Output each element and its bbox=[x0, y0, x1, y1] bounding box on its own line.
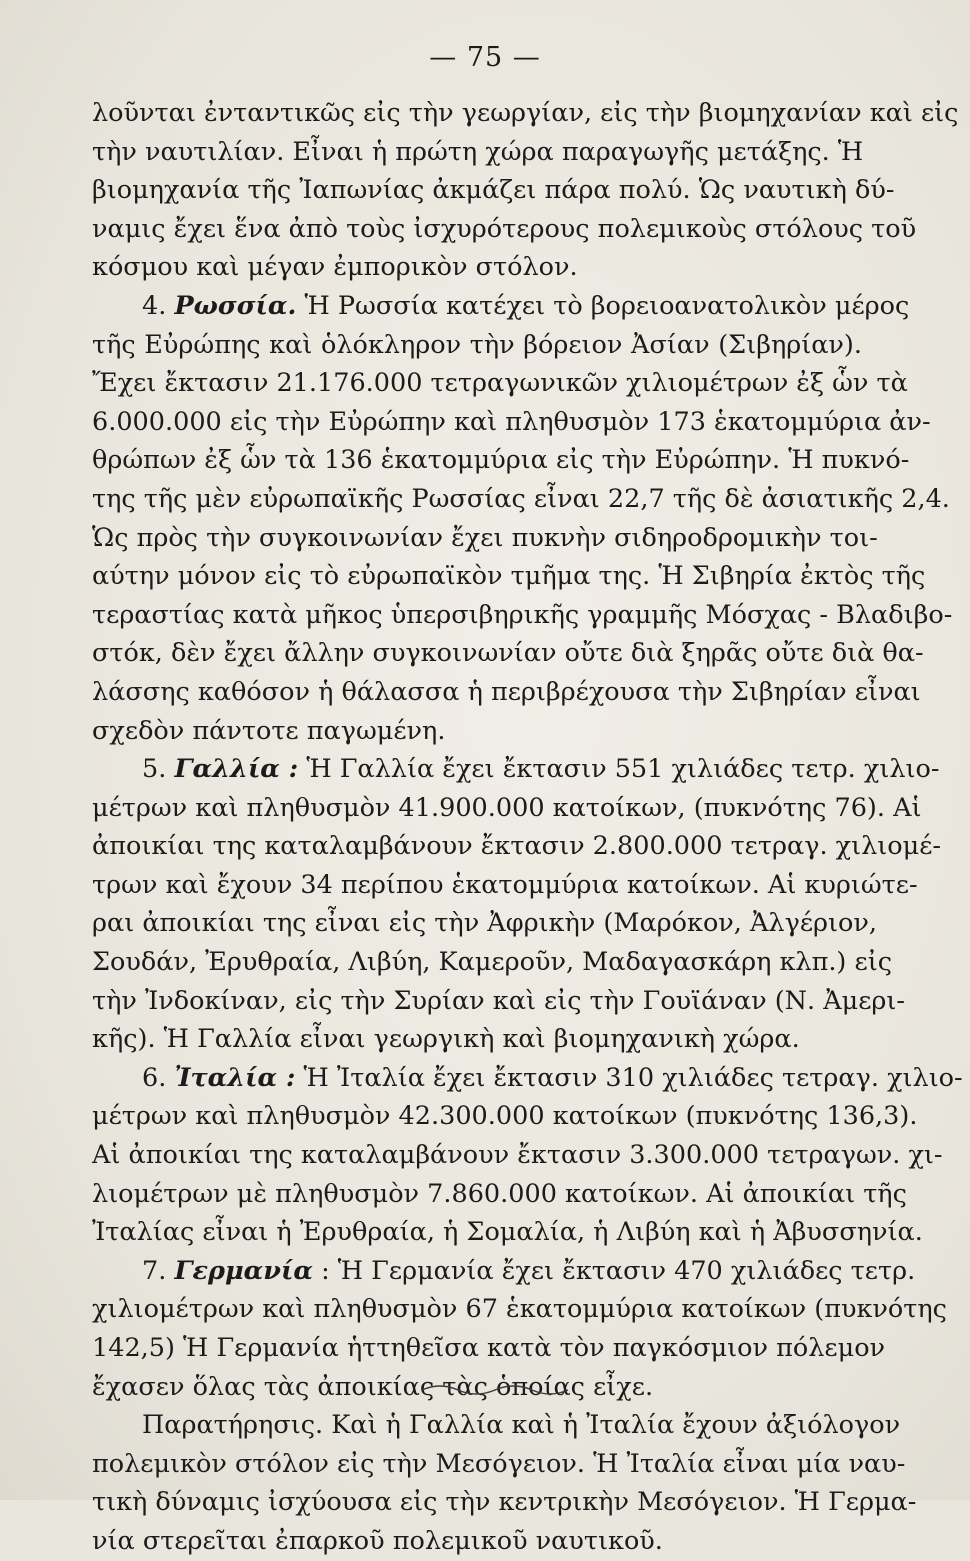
text-line: αύτην μόνον εἰς τὸ εὐρωπαϊκὸν τμῆμα της. Ἡ Σιβηρία ἐκτὸς τῆς bbox=[92, 561, 926, 592]
text-line: λιομέτρων μὲ πληθυσμὸν 7.860.000 κατοίκων. Αἱ ἀποικίαι τῆς bbox=[92, 1178, 907, 1209]
section-heading-line: 6. Ἰταλία : Ἡ Ἰταλία ἔχει ἔκτασιν 310 χιλιάδες τετραγ. χιλιο- bbox=[142, 1062, 963, 1093]
text-line: ἀποικίαι της καταλαμβάνουν ἔκτασιν 2.800.000 τετραγ. χιλιομέ- bbox=[92, 831, 942, 862]
section-number: 4. bbox=[142, 290, 167, 321]
text-line: 142,5) Ἡ Γερμανία ἡττηθεῖσα κατὰ τὸν παγκόσμιον πόλεμον bbox=[92, 1333, 886, 1363]
text-line: τῆς Εὐρώπης καὶ ὁλόκληρον τὴν βόρειον Ἀσίαν (Σιβηρίαν). bbox=[92, 329, 862, 360]
text-line: τὴν ναυτιλίαν. Εἶναι ἡ πρώτη χώρα παραγωγῆς μετάξης. Ἡ bbox=[92, 136, 864, 167]
text-line: λοῦνται ἐνταντικῶς εἰς τὴν γεωργίαν, εἰς τὴν βιομηχανίαν καὶ εἰς bbox=[92, 98, 959, 128]
text-line: Ἔχει ἔκτασιν 21.176.000 τετραγωνικῶν χιλιομέτρων ἐξ ὧν τὰ bbox=[92, 368, 908, 399]
section-label-france: Γαλλία : bbox=[174, 754, 299, 785]
text-line: ἔχασεν ὅλας τὰς ἀποικίας τὰς ὁποίας εἶχε. bbox=[92, 1371, 654, 1402]
text-line: σχεδὸν πάντοτε παγωμένη. bbox=[92, 715, 446, 746]
section-heading-line: 4. Ρωσσία. Ἡ Ρωσσία κατέχει τὸ βορειοανατολικὸν μέρος bbox=[142, 290, 910, 321]
end-ornament bbox=[420, 1380, 570, 1400]
text-line: Ὡς πρὸς τὴν συγκοινωνίαν ἔχει πυκνὴν σιδηροδρομικὴν τοι- bbox=[92, 522, 878, 553]
text-line: ραι ἀποικίαι της εἶναι εἰς τὴν Ἀφρικὴν (Μαρόκον, Ἀλγέριον, bbox=[92, 908, 877, 939]
text-line: λάσσης καθόσον ἡ θάλασσα ἡ περιβρέχουσα τὴν Σιβηρίαν εἶναι bbox=[92, 676, 921, 707]
text-line: Ἰταλίας εἶναι ἡ Ἐρυθραία, ἡ Σομαλία, ἡ Λιβύη καὶ ἡ Ἀβυσσηνία. bbox=[92, 1217, 923, 1248]
text-line: κόσμου καὶ μέγαν ἐμπορικὸν στόλον. bbox=[92, 252, 578, 283]
page-number: — 75 — bbox=[429, 42, 541, 73]
text-line: χιλιομέτρων καὶ πληθυσμὸν 67 ἑκατομμύρια κατοίκων (πυκνότης bbox=[92, 1294, 947, 1325]
section-label-germany: Γερμανία bbox=[174, 1255, 313, 1286]
body-text bbox=[92, 94, 963, 1561]
text-line: Αἱ ἀποικίαι της καταλαμβάνουν ἔκτασιν 3.300.000 τετραγων. χι- bbox=[92, 1140, 943, 1171]
section-heading-line: 7. Γερμανία : Ἡ Γερμανία ἔχει ἔκτασιν 470 χιλιάδες τετρ. bbox=[142, 1255, 916, 1286]
note-line: Παρατήρησις. Καὶ ἡ Γαλλία καὶ ἡ Ἰταλία ἔχουν ἀξιόλογον bbox=[142, 1410, 901, 1441]
text-line: τικὴ δύναμις ἰσχύουσα εἰς τὴν κεντρικὴν Μεσόγειον. Ἡ Γερμα- bbox=[92, 1487, 917, 1518]
text-line: τρων καὶ ἔχουν 34 περίπου ἑκατομμύρια κατοίκων. Αἱ κυριώτε- bbox=[92, 869, 918, 900]
section-number: 5. bbox=[142, 754, 167, 785]
text-line: θρώπων ἐξ ὧν τὰ 136 ἑκατομμύρια εἰς τὴν Εὐρώπην. Ἡ πυκνό- bbox=[92, 445, 910, 476]
text-line: νία στερεῖται ἐπαρκοῦ πολεμικοῦ ναυτικοῦ. bbox=[92, 1525, 663, 1556]
text-line: πολεμικὸν στόλον εἰς τὴν Μεσόγειον. Ἡ Ἰταλία εἶναι μία ναυ- bbox=[92, 1448, 906, 1479]
section-heading-line: 5. Γαλλία : Ἡ Γαλλία ἔχει ἔκτασιν 551 χιλιάδες τετρ. χιλιο- bbox=[142, 754, 940, 785]
section-number: 6. bbox=[142, 1062, 167, 1093]
text-line: Σουδάν, Ἐρυθραία, Λιβύη, Καμεροῦν, Μαδαγασκάρη κλπ.) εἰς bbox=[92, 947, 892, 978]
section-label-russia: Ρωσσία. bbox=[174, 290, 297, 321]
ornament-stroke bbox=[422, 1386, 568, 1394]
section-number: 7. bbox=[142, 1255, 167, 1286]
text-line: 6.000.000 εἰς τὴν Εὐρώπην καὶ πληθυσμὸν 173 ἑκατομμύρια ἀν- bbox=[92, 406, 931, 437]
text-line: της τῆς μὲν εὐρωπαϊκῆς Ρωσσίας εἶναι 22,7 τῆς δὲ ἀσιατικῆς 2,4. bbox=[92, 483, 950, 514]
text-line: τεραστίας κατὰ μῆκος ὑπερσιβηρικῆς γραμμῆς Μόσχας - Βλαδιβο- bbox=[92, 599, 953, 630]
text-line: μέτρων καὶ πληθυσμὸν 41.900.000 κατοίκων, (πυκνότης 76). Αἱ bbox=[92, 792, 922, 823]
text-line: βιομηχανία τῆς Ἰαπωνίας ἀκμάζει πάρα πολύ. Ὡς ναυτικὴ δύ- bbox=[92, 175, 895, 206]
text-line: κῆς). Ἡ Γαλλία εἶναι γεωργικὴ καὶ βιομηχανικὴ χώρα. bbox=[92, 1024, 800, 1055]
text-line: μέτρων καὶ πληθυσμὸν 42.300.000 κατοίκων (πυκνότης 136,3). bbox=[92, 1101, 918, 1132]
text-line: τὴν Ἰνδοκίναν, εἰς τὴν Συρίαν καὶ εἰς τὴν Γουϊάναν (Ν. Ἀμερι- bbox=[92, 985, 906, 1016]
section-label-italy: Ἰταλία : bbox=[174, 1062, 296, 1093]
text-line: στόκ, δὲν ἔχει ἄλλην συγκοινωνίαν οὔτε διὰ ξηρᾶς οὔτε διὰ θα- bbox=[92, 638, 924, 669]
text-line: ναμις ἔχει ἕνα ἀπὸ τοὺς ἰσχυρότερους πολεμικοὺς στόλους τοῦ bbox=[92, 213, 917, 244]
